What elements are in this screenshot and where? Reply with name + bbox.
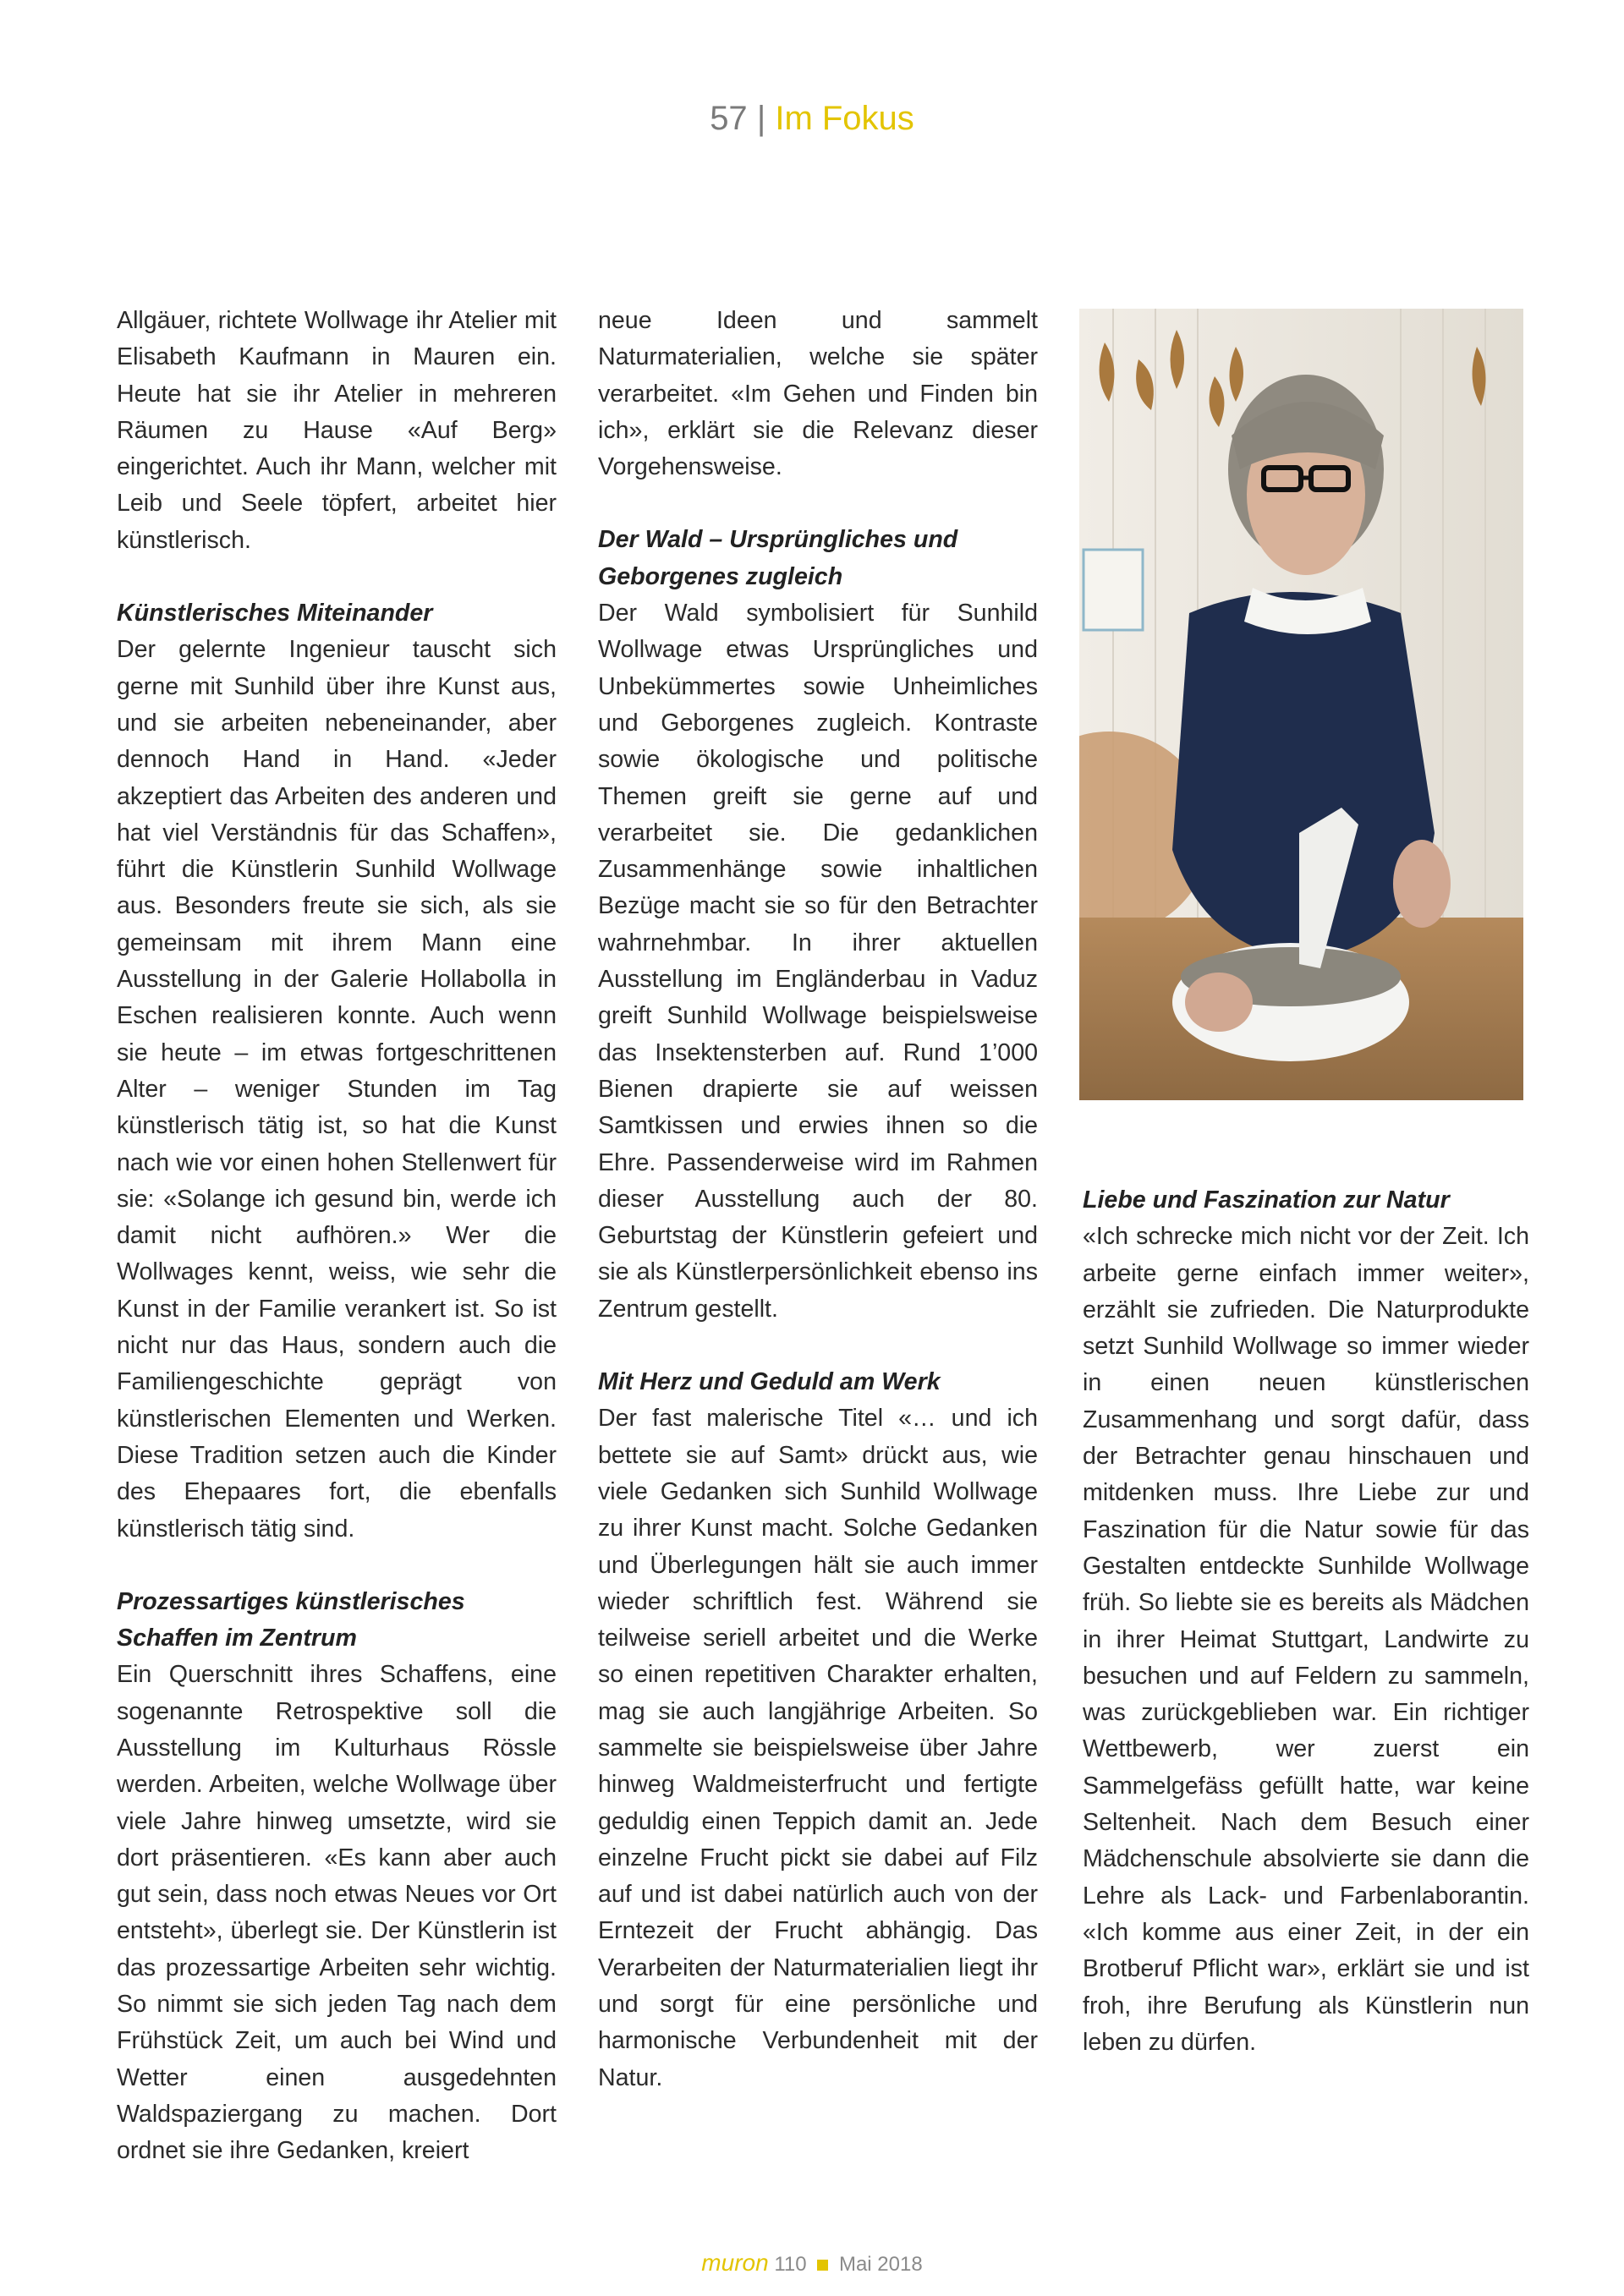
subheading: Prozessartiges künstlerisches Schaffen im Zentrum (117, 1587, 465, 1652)
page-header (0, 100, 1624, 138)
magazine-brand: muron (701, 2249, 769, 2276)
page-number: 57 (710, 100, 748, 137)
header-separator: | (756, 100, 766, 137)
article-column-2 (598, 303, 1038, 2133)
paragraph: neue Ideen und sammelt Naturmaterialien, welche sie später verarbeitet. «Im Gehen und Finden bin ich», erklärt sie die Relevanz dieser Vorgehensweise. (598, 307, 1038, 481)
square-icon (817, 2260, 828, 2271)
artist-photo (1079, 309, 1523, 1100)
paragraph: Ein Querschnitt ihres Schaffens, eine sogenannte Retrospektive soll die Ausstellung im Kulturhaus Rössle werden. Arbeiten, welche Wollwage über viele Jahre hinweg umsetzte, wird sie dort präsentieren. «Es kann aber auch gut sein, dass noch etwas Neues vor Ort entsteht», überlegt sie. Der Künstlerin ist das prozessartige Arbeiten sehr wichtig. So nimmt sie sich jeden Tag nach dem Frühstück Zeit, um auch bei Wind und Wetter einen ausgedehnten Waldspaziergang zu machen. Dort ordnet sie ihre Gedanken, kreiert (117, 1661, 557, 2165)
issue-date: Mai 2018 (838, 2253, 923, 2276)
page-footer (0, 2249, 1624, 2277)
article-column-1 (117, 303, 557, 2206)
subheading: Liebe und Faszination zur Natur (1083, 1186, 1450, 1214)
paragraph: Der fast malerische Titel «… und ich bettete sie auf Samt» drückt aus, wie viele Gedanken sich Sunhild Wollwage zu ihrer Kunst macht. Solche Gedanken und Überlegungen hält sie auch immer wieder schriftlich fest. Während sie teilweise seriell arbeitet und die Werke so einen repetitiven Charakter erhalten, mag sie auch langjährige Arbeiten. So sammelte sie beispielsweise über Jahre hinweg Waldmeisterfrucht und fertigte geduldig einen Teppich damit an. Jede einzelne Frucht pickt sie dabei auf Filz auf und ist dabei natürlich auch von der Erntezeit der Frucht abhängig. Das Verarbeiten der Naturmaterialien liegt ihr und sorgt für eine persönliche und harmonische Verbundenheit mit der Natur. (598, 1405, 1038, 2091)
subheading: Der Wald – Ursprüngliches und Geborgenes zugleich (598, 526, 958, 590)
subheading: Mit Herz und Geduld am Werk (598, 1368, 941, 1396)
paragraph: «Ich schrecke mich nicht vor der Zeit. Ich arbeite gerne einfach immer weiter», erzählt sie zufrieden. Die Naturprodukte setzt Sunhild Wollwage so immer wieder in einen neuen künstlerischen Zusammenhang und sorgt dafür, dass der Betrachter genau hinschauen und mitdenken muss. Ihre Liebe zur und Faszination für die Natur sowie für das Gestalten entdeckte Sunhilde Wollwage früh. So liebte sie es bereits als Mädchen in ihrer Heimat Stuttgart, Landwirte zu besuchen und auf Feldern zu sammeln, was zurückgeblieben war. Ein richtiger Wettbewerb, wer zuerst ein Sammelgefäss gefüllt hatte, war keine Seltenheit. Nach dem Besuch einer Mädchenschule absolvierte sie dann die Lehre als Lack- und Farbenlaborantin. «Ich komme aus einer Zeit, in der ein Brotberuf Pflicht war», erklärt sie und ist froh, ihre Berufung als Künstlerin nun leben zu dürfen. (1083, 1223, 1529, 2056)
article-column-3 (1083, 1182, 1529, 2097)
issue-number: 110 (774, 2253, 807, 2276)
paragraph: Der gelernte Ingenieur tauscht sich gerne mit Sunhild über ihre Kunst aus, und sie arbeiten nebeneinander, aber dennoch Hand in Hand. «Jeder akzeptiert das Arbeiten des anderen und hat viel Verständnis für das Schaffen», führt die Künstlerin Sunhild Wollwage aus. Besonders freute sie sich, als sie gemeinsam mit ihrem Mann eine Ausstellung in der Galerie Hollabolla in Eschen realisieren konnte. Auch wenn sie heute – im etwas fortgeschrittenen Alter – weniger Stunden im Tag künstlerisch tätig ist, so hat die Kunst nach wie vor einen hohen Stellenwert für sie: «Solange ich gesund bin, werde ich damit nicht aufhören.» Wer die Wollwages kennt, weiss, wie sehr die Kunst in der Familie verankert ist. So ist nicht nur das Haus, sondern auch die Familiengeschichte geprägt von künstlerischen Elementen und Werken. Diese Tradition setzen auch die Kinder des Ehepaares fort, die ebenfalls künstlerisch tätig sind. (117, 636, 557, 1543)
subheading: Künstlerisches Miteinander (117, 600, 433, 627)
paragraph: Der Wald symbolisiert für Sunhild Wollwage etwas Ursprüngliches und Unbekümmertes sowie Unheimliches und Geborgenes zugleich. Kontraste sowie ökologische und politische Themen greift sie gerne auf und verarbeitet sie. Die gedanklichen Zusammenhänge sowie inhaltlichen Bezüge macht sie so für den Betrachter wahrnehmbar. In ihrer aktuellen Ausstellung im Engländerbau in Vaduz greift Sunhild Wollwage beispielsweise das Insektensterben auf. Rund 1’000 Bienen drapierte sie auf weissen Samtkissen und erwies ihnen so die Ehre. Passenderweise wird im Rahmen dieser Ausstellung auch der 80. Geburtstag der Künstlerin gefeiert und sie als Künstlerpersönlichkeit ebenso ins Zentrum gestellt. (598, 600, 1038, 1323)
paragraph: Allgäuer, richtete Wollwage ihr Atelier mit Elisabeth Kaufmann in Mauren ein. Heute hat sie ihr Atelier in mehreren Räumen zu Hause «Auf Berg» eingerichtet. Auch ihr Mann, welcher mit Leib und Seele töpfert, arbeitet hier künstlerisch. (117, 307, 557, 554)
section-title: Im Fokus (775, 100, 914, 137)
